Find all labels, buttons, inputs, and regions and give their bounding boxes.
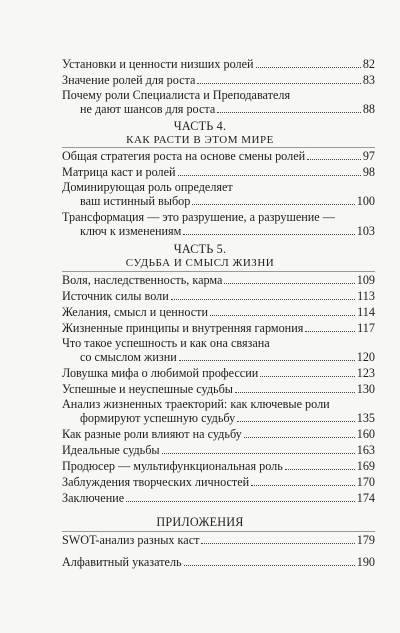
dot-leader xyxy=(201,543,354,544)
appendix-title: ПРИЛОЖЕНИЯ xyxy=(156,515,244,529)
dot-leader xyxy=(305,331,355,332)
toc-entry-page: 120 xyxy=(356,350,375,364)
toc-entry-page: 170 xyxy=(356,475,375,489)
divider xyxy=(62,147,375,148)
toc-entry xyxy=(62,305,375,319)
dot-leader xyxy=(126,501,355,502)
toc-entry-page: 179 xyxy=(356,533,375,547)
dot-leader xyxy=(178,175,361,176)
toc-entry-page: 114 xyxy=(357,305,375,319)
toc-entry-page: 117 xyxy=(357,321,375,335)
toc-entry xyxy=(62,321,375,335)
toc-entry-page: 100 xyxy=(356,194,375,208)
dot-leader xyxy=(192,204,354,205)
toc-entry-page: 98 xyxy=(362,165,375,179)
toc-entry xyxy=(62,149,375,163)
toc-entry-page: 160 xyxy=(356,427,375,441)
toc-entry xyxy=(62,273,375,287)
toc-entry-title: Заблуждения творческих личностей xyxy=(62,475,250,489)
dot-leader xyxy=(162,453,355,454)
toc-entry-title: Значение ролей для роста xyxy=(62,73,196,87)
toc-entry xyxy=(62,165,375,179)
toc-entry-title-line1: Анализ жизненных траекторий: как ключевые роли xyxy=(62,397,330,411)
toc-entry-title-line2: ключ к изменениям xyxy=(80,224,182,238)
dot-leader xyxy=(307,159,361,160)
toc-entry-title-line2: формируют успешную судьбу xyxy=(80,411,236,425)
toc-entry xyxy=(62,491,375,505)
dot-leader xyxy=(210,315,355,316)
toc-entry-page: 109 xyxy=(356,273,375,287)
toc-entry-title-line2: ваш истинный выбор xyxy=(80,194,191,208)
dot-leader xyxy=(260,376,354,377)
toc-entry-title-line1: Трансформация — это разрушение, а разрушение — xyxy=(62,210,335,224)
dot-leader xyxy=(179,360,355,361)
part-label: ЧАСТЬ 4. xyxy=(173,119,227,133)
toc-entry xyxy=(80,350,375,364)
toc-entry-title-line1: Доминирующая роль определяет xyxy=(62,180,233,194)
toc-entry xyxy=(62,57,375,71)
toc-entry-title: Жизненные принципы и внутренняя гармония xyxy=(62,321,304,335)
toc-entry-page: 130 xyxy=(356,382,375,396)
dot-leader xyxy=(251,485,355,486)
toc-entry-title: Идеальные судьбы xyxy=(62,443,160,457)
toc-entry-title-line1: Что такое успешность и как она связана xyxy=(62,336,270,350)
divider xyxy=(62,531,375,532)
toc-entry-page: 113 xyxy=(357,289,375,303)
dot-leader xyxy=(237,421,354,422)
toc-entry-page: 174 xyxy=(356,491,375,505)
divider xyxy=(62,271,375,272)
toc-entry-title: Установки и ценности низших ролей xyxy=(62,57,254,71)
dot-leader xyxy=(183,234,354,235)
part-label: ЧАСТЬ 5. xyxy=(173,242,227,256)
toc-entry xyxy=(62,459,375,473)
toc-entry-page: 88 xyxy=(362,102,375,116)
toc-entry xyxy=(62,533,375,547)
toc-entry-page: 83 xyxy=(362,73,375,87)
toc-entry xyxy=(80,411,375,425)
toc-entry-title: Успешные и неуспешные судьбы xyxy=(62,382,233,396)
toc-entry-page: 82 xyxy=(362,57,375,71)
toc-entry-title: Продюсер — мультифункциональная роль xyxy=(62,459,283,473)
toc-entry xyxy=(80,194,375,208)
dot-leader xyxy=(217,112,361,113)
toc-entry-title: Матрица каст и ролей xyxy=(62,165,176,179)
toc-entry-page: 190 xyxy=(356,555,375,569)
part-title: СУДЬБА И СМЫСЛ ЖИЗНИ xyxy=(125,257,275,269)
toc-entry-page: 135 xyxy=(356,411,375,425)
toc-entry xyxy=(62,289,375,303)
toc-entry xyxy=(62,427,375,441)
toc-entry xyxy=(62,382,375,396)
toc-entry-page: 97 xyxy=(362,149,375,163)
toc-entry-title: Как разные роли влияют на судьбу xyxy=(62,427,242,441)
toc-entry-title-line2: со смыслом жизни xyxy=(80,350,177,364)
dot-leader xyxy=(224,283,354,284)
toc-entry xyxy=(80,224,375,238)
toc-entry-title: Желания, смысл и ценности xyxy=(62,305,208,319)
dot-leader xyxy=(285,469,355,470)
toc-entry-page: 103 xyxy=(356,224,375,238)
toc-entry xyxy=(62,555,375,569)
part-title: КАК РАСТИ В ЭТОМ МИРЕ xyxy=(126,134,274,146)
toc-entry-page: 123 xyxy=(356,366,375,380)
toc-entry-title: SWOT-анализ разных каст xyxy=(62,533,200,547)
dot-leader xyxy=(244,437,355,438)
toc-entry-title-line1: Почему роли Специалиста и Преподавателя xyxy=(62,88,291,102)
toc-entry xyxy=(62,475,375,489)
dot-leader xyxy=(235,392,355,393)
toc-entry-title: Ловушка мифа о любимой профессии xyxy=(62,366,259,380)
toc-entry-page: 163 xyxy=(356,443,375,457)
toc-entry xyxy=(62,443,375,457)
toc-entry-title: Воля, наследственность, карма xyxy=(62,273,223,287)
dot-leader xyxy=(171,299,355,300)
toc-entry-page: 169 xyxy=(356,459,375,473)
toc-entry-title: Заключение xyxy=(62,491,125,505)
toc-entry xyxy=(62,366,375,380)
dot-leader xyxy=(197,83,360,84)
toc-entry xyxy=(80,102,375,116)
dot-leader xyxy=(256,67,361,68)
toc-entry-title: Источник силы воли xyxy=(62,289,169,303)
toc-entry-title: Общая стратегия роста на основе смены ролей xyxy=(62,149,306,163)
toc-entry xyxy=(62,73,375,87)
toc-entry-title-line2: не дают шансов для роста xyxy=(80,102,216,116)
dot-leader xyxy=(184,565,355,566)
toc-entry-title: Алфавитный указатель xyxy=(62,555,182,569)
